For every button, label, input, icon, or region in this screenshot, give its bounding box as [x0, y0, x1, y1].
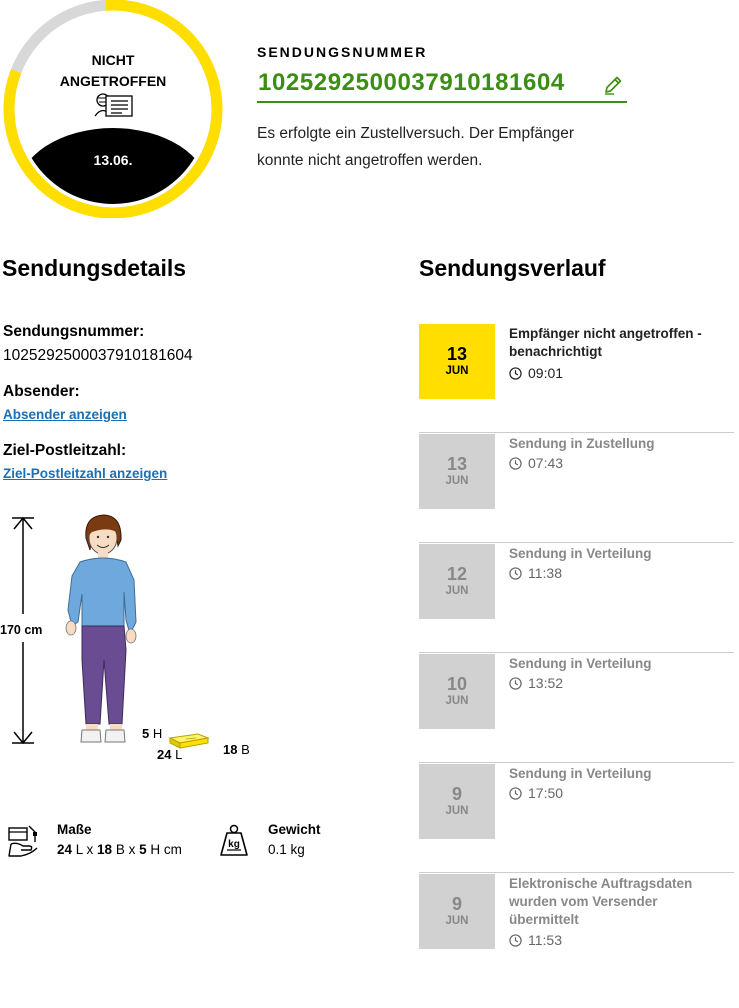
pencil-edit-icon[interactable] [603, 75, 623, 95]
history-event [419, 323, 734, 433]
clock-icon [509, 367, 522, 380]
event-day: 9 [451, 784, 462, 804]
history-event [419, 653, 734, 763]
package-height-label: 5 H [142, 726, 163, 741]
show-zip-link[interactable]: Ziel-Postleitzahl anzeigen [3, 466, 168, 481]
event-month: JUN [445, 805, 469, 817]
event-time: 11:38 [509, 565, 562, 581]
event-date-box [419, 874, 495, 949]
event-month: JUN [445, 475, 469, 487]
status-date: 13.06. [93, 152, 133, 168]
event-day: 13 [446, 454, 468, 474]
status-label-line2: ANGETROFFEN [59, 73, 167, 89]
clock-icon [509, 677, 522, 690]
tracking-history-list [419, 323, 734, 983]
status-label-line1: NICHT [91, 52, 135, 68]
history-event [419, 873, 734, 983]
dimensions-value: 24 L x 18 B x 5 H cm [57, 842, 182, 857]
event-title: Sendung in Verteilung [509, 656, 652, 671]
event-date-box [419, 324, 495, 399]
event-title: Sendung in Verteilung [509, 766, 652, 781]
weight-label: Gewicht [268, 822, 321, 837]
detail-number-value: 1025292500037910181604 [3, 347, 193, 364]
package-length-label: 24 L [157, 747, 183, 762]
details-section-title: Sendungsdetails [2, 255, 187, 281]
detail-zip-label: Ziel-Postleitzahl: [3, 442, 127, 459]
event-date-box [419, 544, 495, 619]
event-month: JUN [445, 365, 469, 377]
history-section-title: Sendungsverlauf [419, 255, 606, 281]
event-day: 10 [446, 674, 468, 694]
event-title: Empfänger nicht angetroffen - benachrichtigt [509, 326, 702, 359]
status-label [3, 50, 223, 92]
detail-sender-label: Absender: [3, 383, 80, 400]
event-month: JUN [445, 585, 469, 597]
weight-scale-icon [218, 822, 250, 858]
weight-value: 0.1 kg [268, 842, 305, 857]
size-comparison-illustration [0, 510, 270, 760]
event-month: JUN [445, 695, 469, 707]
detail-number-label: Sendungsnummer: [3, 323, 145, 340]
clock-icon [509, 934, 522, 947]
event-day: 13 [446, 344, 468, 364]
event-time: 09:01 [509, 365, 563, 381]
clock-icon [509, 457, 522, 470]
event-time: 11:53 [509, 932, 562, 948]
event-title: Sendung in Verteilung [509, 546, 652, 561]
history-event [419, 543, 734, 653]
history-event [419, 763, 734, 873]
status-ring [3, 0, 223, 218]
status-description: Es erfolgte ein Zustellversuch. Der Empfänger konnte nicht angetroffen werden. [257, 125, 575, 169]
history-event [419, 433, 734, 543]
notification-card-icon [94, 90, 134, 118]
event-date-box [419, 764, 495, 839]
show-sender-link[interactable]: Absender anzeigen [3, 407, 127, 422]
event-time: 07:43 [509, 455, 563, 471]
package-width-label: 18 B [223, 742, 250, 757]
event-time: 13:52 [509, 675, 563, 691]
clock-icon [509, 787, 522, 800]
clock-icon [509, 567, 522, 580]
dimensions-label: Maße [57, 822, 92, 837]
event-time: 17:50 [509, 785, 563, 801]
event-title: Sendung in Zustellung [509, 436, 655, 451]
event-month: JUN [445, 915, 469, 927]
event-title: Elektronische Auftragsdaten wurden vom Versender übermittelt [509, 876, 693, 927]
event-day: 12 [446, 564, 468, 584]
event-day: 9 [451, 894, 462, 914]
event-date-box [419, 434, 495, 509]
event-date-box [419, 654, 495, 729]
tracking-number-value: 1025292500037910181604 [258, 69, 565, 96]
person-height-label: 170 cm [0, 623, 43, 637]
tracking-number-field[interactable] [257, 66, 627, 103]
hand-package-icon [7, 822, 39, 858]
svg-text:kg: kg [228, 839, 240, 850]
tracking-number-label: SENDUNGSNUMMER [257, 44, 428, 60]
